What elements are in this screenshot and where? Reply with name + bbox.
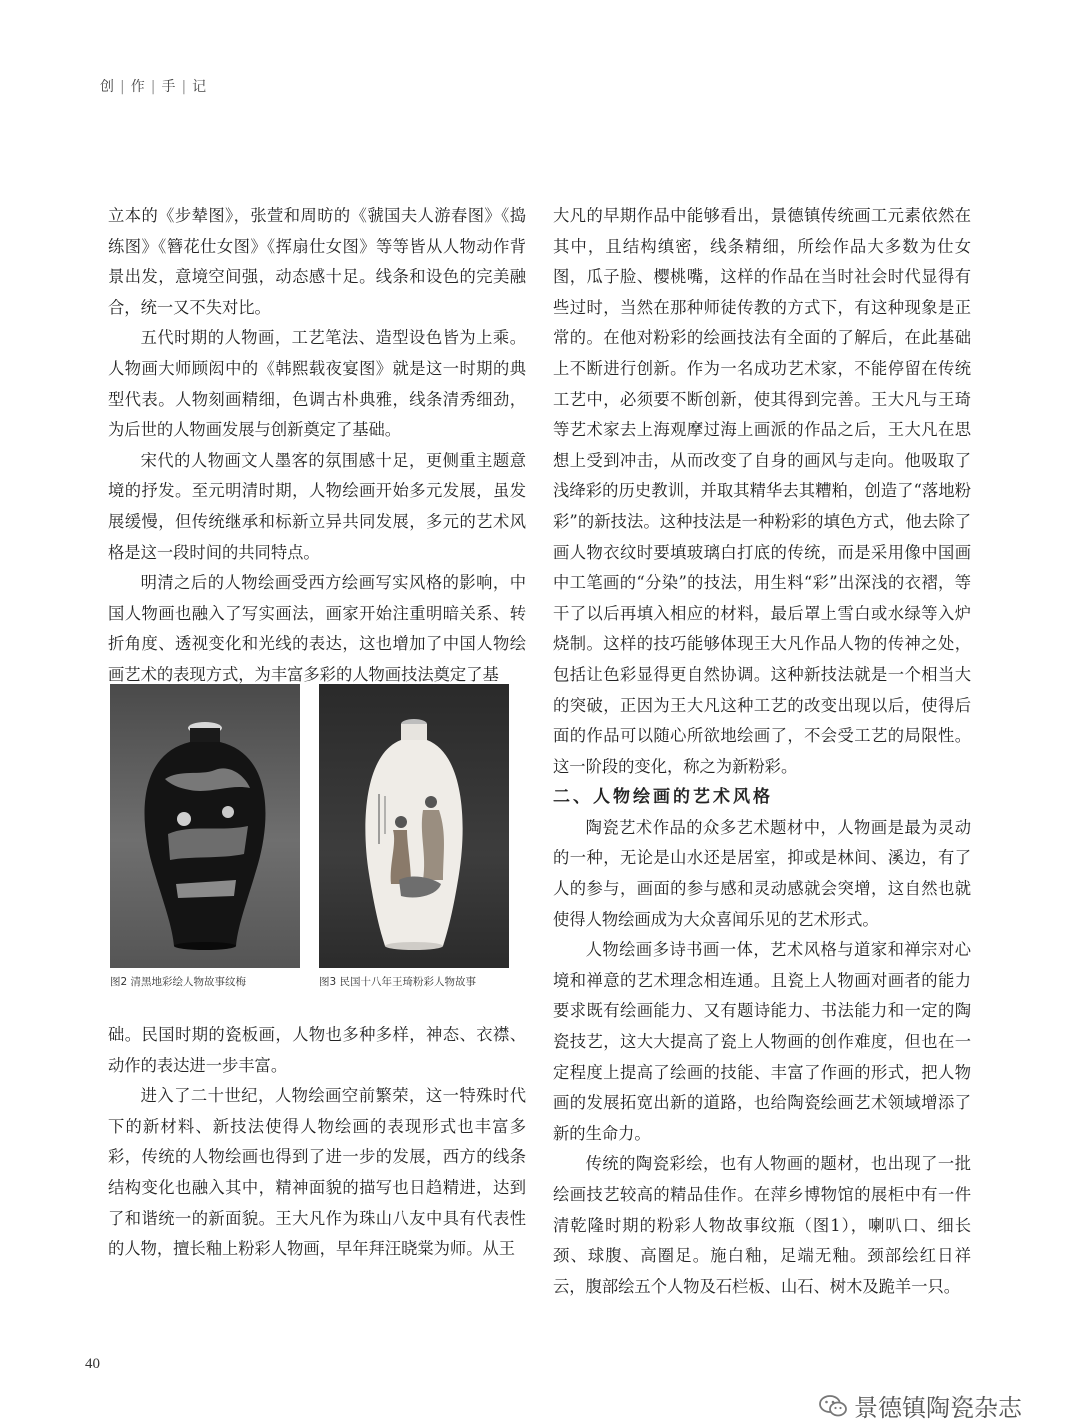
header-char: 手 — [161, 79, 178, 95]
paragraph: 陶瓷艺术作品的众多艺术题材中，人物画是最为灵动的一种，无论是山水还是居室，抑或是林间、溪边，有了人的参与，画面的参与感和灵动感就会突增，这自然也就使得人物绘画成为大众喜闻乐见的艺术形式。 — [553, 817, 971, 929]
paragraph: 宋代的人物画文人墨客的氛围感十足，更侧重主题意境的抒发。至元明清时期，人物绘画开始多元发展，虽发展缓慢，但传统继承和标新立异共同发展，多元的艺术风格是这一段时间的共同特点。 — [108, 450, 526, 562]
wechat-icon — [818, 1393, 848, 1419]
wechat-watermark — [818, 1388, 1022, 1423]
paragraph: 进入了二十世纪，人物绘画空前繁荣，这一特殊时代下的新材料、新技法使得人物绘画的表现形式也丰富多彩，传统的人物绘画也得到了进一步的发展，西方的线条结构变化也融入其中，精神面貌的描写也日趋精进，达到了和谐统一的新面貌。王大凡作为珠山八友中具有代表性的人物，擅长釉上粉彩人物画，早年拜汪晓棠为师。从王 — [108, 1086, 526, 1259]
page-number: 40 — [85, 1356, 100, 1372]
paragraph: 人物绘画多诗书画一体，艺术风格与道家和禅宗对心境和禅意的艺术理念相连通。且瓷上人物画对画者的能力要求既有绘画能力、又有题诗能力、书法能力和一定的陶瓷技艺，这大大提高了瓷上人物画的创作难度，但也在一定程度上提高了绘画的技能、丰富了作画的形式，把人物画的发展拓宽出新的道路，也给陶瓷绘画艺术领域增添了新的生命力。 — [553, 940, 971, 1143]
left-column-bottom — [108, 1020, 526, 1265]
section-heading: 二、人物绘画的艺术风格 — [553, 787, 773, 808]
figure-3-famille-rose-vase — [319, 684, 509, 968]
figure-2-caption: 图2 清黑地彩绘人物故事纹梅 — [110, 976, 247, 988]
paragraph: 立本的《步辇图》，张萱和周昉的《虢国夫人游春图》《捣练图》《簪花仕女图》《挥扇仕女图》等等皆从人物动作背景出发，意境空间强，动态感十足。线条和设色的完美融合，统一又不失对比。 — [108, 206, 526, 317]
header-char: 作 — [130, 79, 147, 95]
famille-rose-vase-illustration — [319, 684, 509, 968]
watermark-text: 景德镇陶瓷杂志 — [854, 1394, 1022, 1422]
header-char: 记 — [192, 79, 209, 95]
meiping-vase-illustration — [110, 684, 300, 968]
paragraph: 大凡的早期作品中能够看出，景德镇传统画工元素依然在其中，且结构缜密，线条精细，所绘作品大多数为仕女图，瓜子脸、樱桃嘴，这样的作品在当时社会时代显得有些过时，当然在那种师徒传教的方式下，有这种现象是正常的。在他对粉彩的绘画技法有全面的了解后，在此基础上不断进行创新。作为一名成功艺术家，不能停留在传统工艺中，必须要不断创新，使其得到完善。王大凡与王琦等艺术家去上海观摩过海上画派的作品之后，王大凡在思想上受到冲击，从而改变了自身的画风与走向。他吸取了浅绛彩的历史教训，并取其精华去其糟粕，创造了“落地粉彩”的新技法。这种技法是一种粉彩的填色方式，他去除了画人物衣纹时要填玻璃白打底的传统，而是采用像中国画中工笔画的“分染”的技法，用生料“彩”出深浅的衣褶，等干了以后再填入相应的材料，最后罩上雪白或水绿等入炉烧制。这样的技巧能够体现王大凡作品人物的传神之处，包括让色彩显得更自然协调。这种新技法就是一个相当大的突破，正因为王大凡这种工艺的改变出现以后，使得后面的作品可以随心所欲地绘画了，不会受工艺的局限性。这一阶段的变化，称之为新粉彩。 — [553, 206, 971, 776]
figure-3-caption: 图3 民国十八年王琦粉彩人物故事 — [319, 976, 477, 988]
header-char: 创 — [100, 79, 116, 95]
paragraph: 明清之后的人物绘画受西方绘画写实风格的影响，中国人物画也融入了写实画法，画家开始注重明暗关系、转折角度、透视变化和光线的表达，这也增加了中国人物绘画艺术的表现方式，为丰富多彩的人物画技法奠定了基 — [108, 573, 526, 684]
figure-2-black-ground-meiping-vase — [110, 684, 300, 968]
paragraph: 五代时期的人物画，工艺笔法、造型设色皆为上乘。人物画大师顾闳中的《韩熙载夜宴图》就是这一时期的典型代表。人物刻画精细，色调古朴典雅，线条清秀细劲，为后世的人物画发展与创新奠定了基础。 — [108, 328, 526, 440]
paragraph: 础。民国时期的瓷板画，人物也多种多样，神态、衣襟、动作的表达进一步丰富。 — [108, 1025, 526, 1075]
running-header: 创 | 作 | 手 | 记 — [100, 79, 209, 95]
left-column-top — [108, 201, 526, 691]
paragraph: 传统的陶瓷彩绘，也有人物画的题材，也出现了一批绘画技艺较高的精品佳作。在萍乡博物馆的展柜中有一件清乾隆时期的粉彩人物故事纹瓶（图1），喇叭口、细长颈、球腹、高圈足。施白釉，足端无釉。颈部绘红日祥云，腹部绘五个人物及石栏板、山石、树木及跪羊一只。 — [553, 1154, 971, 1296]
right-column — [553, 201, 971, 1302]
